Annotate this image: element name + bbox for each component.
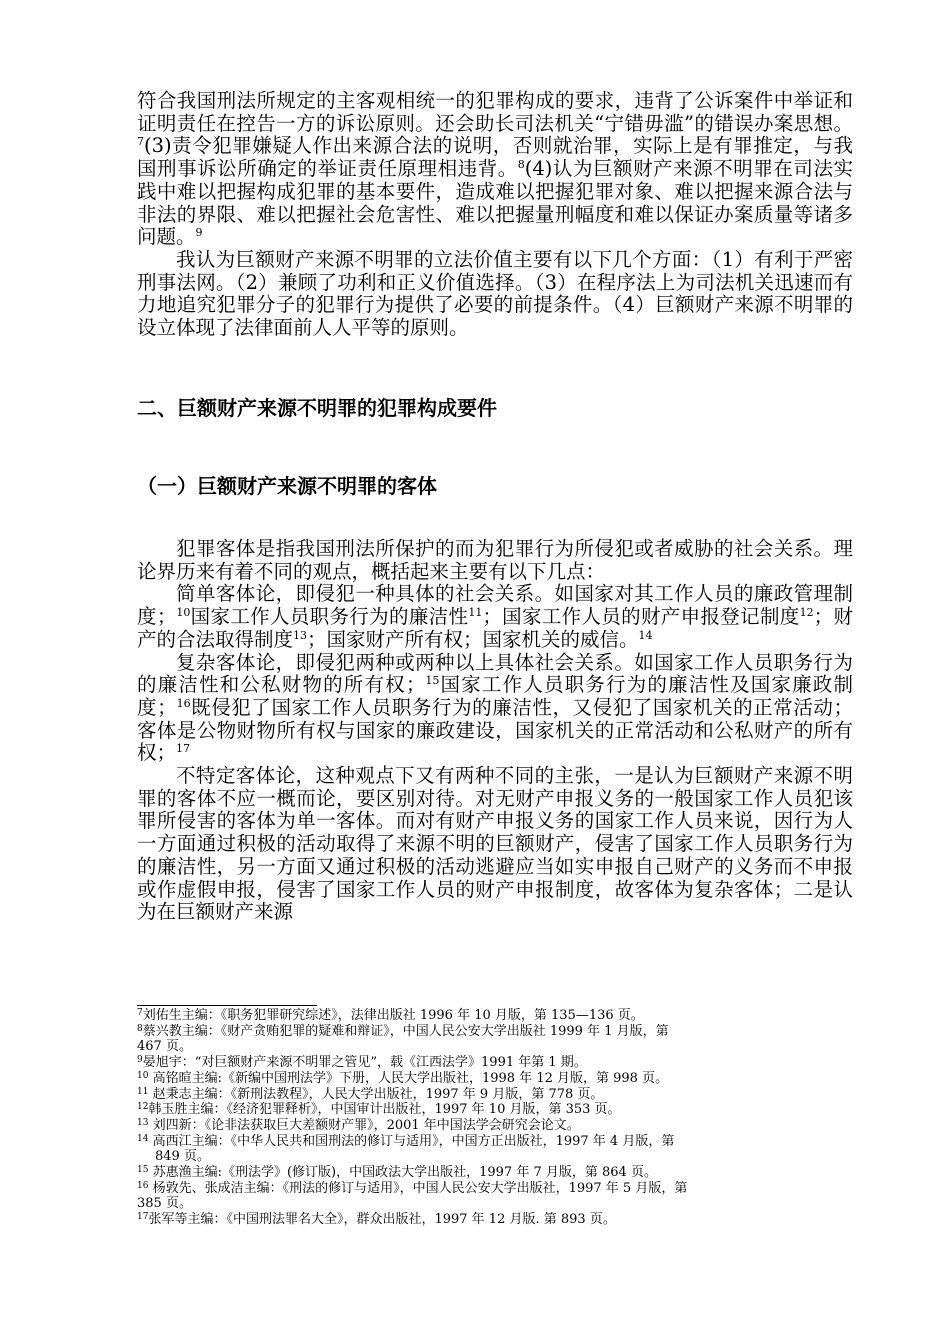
footnote-8 [137,1024,853,1055]
text-run: 简单客体论，即侵犯一种具体的社会关系。如国家对其工作人员的廉政管理制度； [137,582,853,629]
footnote-text: 高西江主编：《中华人民共和国刑法的修订与适用》，中国方正出版社，1997 年 4 月版，第 [148,1133,675,1149]
subsection-heading: （一）巨额财产来源不明罪的客体 [137,474,437,498]
footnote-10 [137,1071,853,1087]
footnotes [137,1008,853,1228]
body-text-top [137,90,853,340]
footnote-15 [137,1165,853,1181]
footnote-marker: 14 [638,628,653,642]
footnote-number: 12 [137,1102,149,1113]
footnote-text: 467 页。 [137,1039,192,1055]
text-run: ；国家工作人员的财产申报登记制度 [482,605,800,629]
text-run: 不特定客体论，这种观点下又有两种不同的主张，一是认为巨额财产来源不明罪的客体不应一概而论，要区别对待。对无财产申报义务的一般国家工作人员犯该罪所侵害的客体为单一客体。而对有财产申报义务的国家工作人员来说，因行为人一方面通过积极的活动取得了来源不明的巨额财产，侵害了国家工作人员职务行为的廉洁性，另一方面又通过积极的活动逃避应当如实申报自己财产的义务而不申报或作虚假申报，侵害了国家工作人员的财产申报制度，故客体为复杂客体；二是认为在巨额财产来源 [137,764,853,924]
paragraph-object-intro [137,538,853,583]
footnote-marker: 7 [137,135,144,149]
paragraph-indefinite-object [137,765,853,924]
footnote-11 [137,1087,853,1103]
footnote-text: 刘四新：《论非法获取巨大差额财产罪》，2001 年中国法学会研究会论文。 [148,1117,580,1133]
footnote-number: 13 [137,1117,149,1128]
footnote-number: 8 [137,1023,143,1034]
text-run: 符合我国刑法所规定的主客观相统一的犯罪构成的要求，违背了公诉案件中举证和证明责任在控告一方的诉讼原则。还会助长司法机关“宁错毋滥”的错误办案思想。 [137,89,853,135]
footnote-text: 晏旭宇：“对巨额财产来源不明罪之管见”，载《江西法学》1991 年第 1 期。 [142,1055,587,1071]
footnote-number: 10 [137,1070,149,1081]
footnote-marker: 8 [517,158,525,172]
text-run: 我认为巨额财产来源不明罪的立法价值主要有以下几个方面：（1）有利于严密刑事法网。（2）兼顾了功利和正义价值选择。（3）在程序法上为司法机关迅速而有力地追究犯罪分子的犯罪行为提供了必要的前提条件。（4）巨额财产来源不明罪的设立体现了法律面前人人平等的原则。 [137,247,853,340]
footnote-text: 韩玉胜主编：《经济犯罪释析》，中国审计出版社，1997 年 10 月版，第 353 页。 [148,1102,621,1118]
footnote-marker: 12 [799,606,814,620]
text-run: 国家工作人员职务行为的廉洁性及国家廉政制度； [137,673,853,719]
footnote-text: 849 页。 [155,1149,210,1165]
footnote-marker: 15 [425,674,440,688]
paragraph-legislative-value [137,249,853,340]
text-run: (4)认为巨额财产来源不明罪在司法实践中难以把握构成犯罪的基本要件，造成难以把握犯罪对象、难以把握来源合法与非法的界限、难以把握社会危害性、难以把握量刑幅度和难以保证办案质量等诸多问题。 [137,157,853,249]
text-run: 犯罪客体是指我国刑法所保护的而为犯罪行为所侵犯或者威胁的社会关系。理论界历来有着不同的观点，概括起来主要有以下几点： [137,537,853,583]
footnote-text: 杨敦先、张成洁主编：《刑法的修订与适用》，中国人民公安大学出版社，1997 年 5 月版，第 [148,1180,688,1196]
footnote-number: 11 [137,1086,149,1097]
footnote-12 [137,1102,853,1118]
footnote-14 [137,1134,853,1165]
footnote-number: 15 [137,1165,149,1176]
paragraph-legislative-critique [137,90,853,249]
footnote-7 [137,1008,853,1024]
footnote-number: 9 [137,1055,143,1066]
text-run: 复杂客体论，即侵犯两种或两种以上具体社会关系。如国家工作人员职务行为的廉洁性和公私财物的所有权； [137,650,853,697]
footnote-13 [137,1118,853,1134]
footnote-number: 17 [137,1212,149,1223]
footnote-text: 苏惠渔主编:《刑法学》(修订版)，中国政法大学出版社，1997 年 7 月版，第 864 页。 [148,1165,657,1181]
footnote-marker: 16 [176,696,191,710]
footnote-marker: 13 [293,628,308,642]
footnote-number: 16 [137,1180,149,1191]
footnote-number: 7 [137,1008,143,1018]
paragraph-complex-object [137,652,853,766]
text-run: (3)责令犯罪嫌疑人作出来源合法的说明，否则就治罪，实际上是有罪推定，与我国刑事诉讼所确定的举证责任原理相违背。 [137,134,853,181]
footnote-text: 刘佑生主编：《职务犯罪研究综述》，法律出版社 1996 年 10 月版，第 135—136 页。 [142,1008,644,1023]
footnote-text: 赵秉志主编：《新刑法教程》，人民大学出版社，1997 年 9 月版，第 778 页。 [148,1086,604,1102]
footnote-17 [137,1212,853,1228]
footnote-text: 385 页。 [137,1196,192,1212]
text-run: 国家工作人员职务行为的廉洁性 [190,605,469,629]
paragraph-simple-object [137,583,853,651]
footnote-marker: 9 [195,226,203,240]
text-run: ；财产的合法取得制度 [137,605,853,651]
footnote-9 [137,1055,853,1071]
body-text-bottom [137,538,853,924]
footnote-text: 高铭暄主编:《新编中国刑法学》下册，人民大学出版社，1998 年 12 月版，第 998 页。 [148,1070,669,1086]
footnote-marker: 17 [176,742,191,756]
text-run: 既侵犯了国家工作人员职务行为的廉洁性，又侵犯了国家机关的正常活动；客体是公物财物所有权与国家的廉政建设，国家机关的正常活动和公私财产的所有权； [137,695,853,765]
footnote-16 [137,1181,853,1212]
footnote-number: 14 [137,1133,149,1144]
footnote-marker: 10 [176,606,191,620]
text-run: ；国家财产所有权；国家机关的威信。 [307,627,639,651]
section-heading: 二、巨额财产来源不明罪的犯罪构成要件 [137,396,497,420]
footnote-separator [137,1005,317,1006]
footnote-marker: 11 [468,606,483,620]
footnote-text: 蔡兴教主编：《财产贪贿犯罪的疑难和辩证》，中国人民公安大学出版社 1999 年 1 月版，第 [142,1023,669,1039]
footnote-text: 张军等主编：《中国刑法罪名大全》，群众出版社，1997 年 12 月版. 第 893 页。 [148,1212,616,1228]
